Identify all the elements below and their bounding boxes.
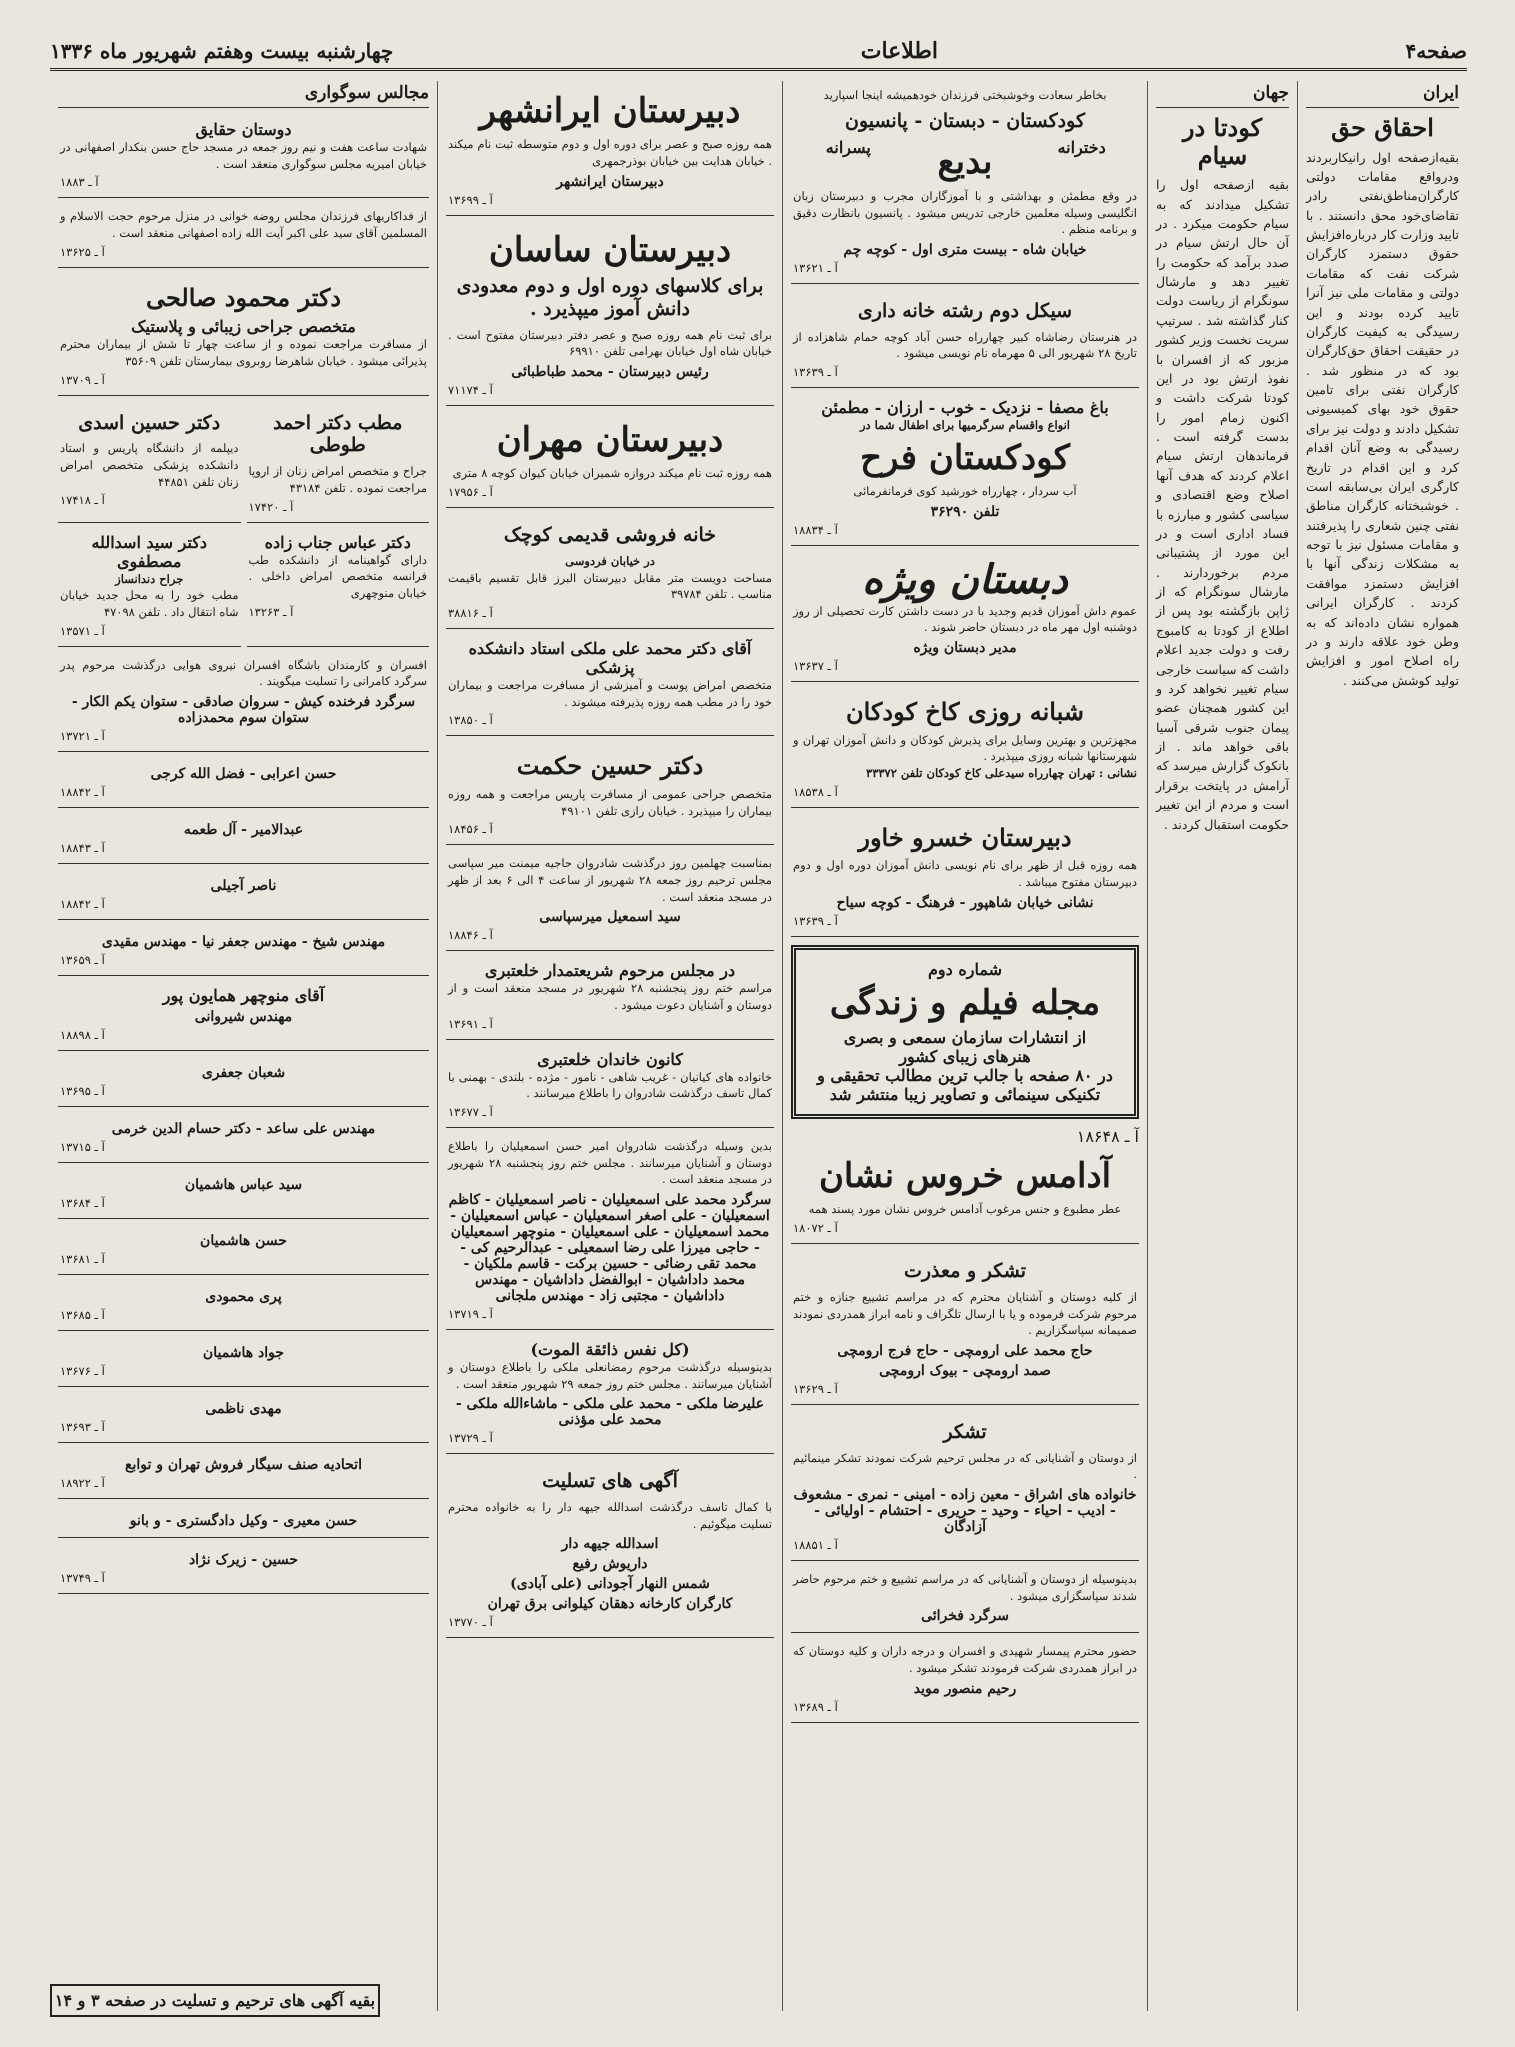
cond1-sign: سرگرد فرخنده کیش - سروان صادقی - ستوان یکم الکار - ستوان سوم محمدزاده — [71, 693, 416, 726]
world-article: بقیه ازصفحه اول را تشکیل میدادند که به سیام حکومت میکرد . در آن حال ارتش سیام در صدد برآمد که حکومت را تغییر دهد و مارشال سونگرام از ریاست دولت کنار گذاشته شد . سرتیپ سریت نخست وزیر کشور مزبور که از افسران با نفوذ ارتش بود در این کودتا شرکت داشت و اکنون زمام امور را بدست گرفته است . فرماندهان ارتش سیام اعلام کردند که هدف آنها اصلاح وضع اقتصادی و سیاسی کشور و مبارزه با فساد اداری است و در این مورد از پشتیبانی مردم برخوردارند . مارشال سونگرام که از ژاپن بازگشته بود پس از اطلاع از کودتا به کامبوج رفت و دولت جدید اعلام داشت که سیاست خارجی سیام تغییر نخواهد کرد و این کشور همچنان عضو پیمان جنوب شرقی آسیا باقی خواهد ماند . از بانکوک گزارش میرسد که آرامش در پایتخت برقرار است و مردم از این تغییر حکومت استقبال کردند . — [1156, 177, 1289, 832]
cond6-title: آقای منوچهر همایون پور — [162, 985, 325, 1005]
ad-mehran-code: آ ـ ۱۷۹۵۶ — [448, 485, 493, 500]
condolence-3 — [58, 812, 429, 864]
ad-magazine-publisher: از انتشارات سازمان سمعی و بصری — [843, 1028, 1087, 1048]
ad-dr-mostafavi — [58, 527, 241, 647]
ad-iranshahr-sign: دبیرستان ایرانشهر — [556, 173, 664, 190]
memorial4-names: سرگرد محمد علی اسمعیلیان - ناصر اسمعیلیان - کاظم اسمعیلیان - علی اصغر اسمعیلیان - عباس اسمعیلیان - محمد اسمعیلیان - علی اسمعیلیان - منوچهر اسمعیلیان - حاجی میرزا علی رضا اسمعیلی - عبدالرحیم کی - محمد تقی رضائی - حسین برکت - قاسم ملکیان - محمد داداشیان - ابوالفضل داداشیان - مهندس داداشیان - مجتبی زاد - مهندس ملجانی — [448, 1191, 772, 1304]
ad-magazine-text: در ۸۰ صفحه با جالب ترین مطالب تحقیقی و تکنیکی سینمائی و تصاویر زیبا منتشر شد — [817, 1066, 1113, 1105]
ad-malaki-text: متخصص امراض پوست و آمیزشی از مسافرت مراجعت و بیماران خود را در مطب همه روزه پذیرفته میشوند . — [448, 677, 772, 709]
ad-hekmat-text: متخصص جراحی عمومی از مسافرت پاریس مراجعت و همه روزه بیماران را میپذیرد . خیابان رازی تلفن ۴۹۱۰۱ — [448, 786, 772, 818]
cond2-sign: حسن اعرابی - فضل الله کرجی — [150, 765, 337, 782]
mourn2-text: از فداکاریهای فرزندان مجلس روضه خوانی در منزل مرحوم حجت الاسلام و المسلمین آقای سید علی اکبر آیت الله زاده اصفهانی منعقد است . — [60, 209, 427, 241]
memorial-2 — [446, 955, 774, 1039]
notices-title: آگهی های تسلیت — [542, 1470, 678, 1493]
cond10-code: آ ـ ۱۳۶۸۱ — [60, 1251, 105, 1266]
thanks2-code: آ ـ ۱۸۸۵۱ — [793, 1538, 838, 1553]
memorial5-code: آ ـ ۱۳۷۲۹ — [448, 1431, 493, 1446]
thanks4-code: آ ـ ۱۳۶۸۹ — [793, 1699, 838, 1714]
salehi-code: آ ـ ۱۳۷۰۹ — [60, 372, 105, 387]
condolence-11 — [58, 1279, 429, 1331]
ad-gum-text: عطر مطبوع و جنس مرغوب آدامس خروس نشان مورد پسند همه — [808, 1202, 1122, 1217]
mourning-1 — [58, 114, 429, 198]
cond5-code: آ ـ ۱۳۶۵۹ — [60, 952, 105, 967]
ad-malaki-title: آقای دکتر محمد علی ملکی استاد دانشکده پزشکی — [468, 638, 752, 677]
asadi-code: آ ـ ۱۷۴۱۸ — [60, 493, 105, 508]
column-middle-ads — [782, 81, 1147, 2011]
ad-household — [791, 288, 1139, 388]
page-number: صفحه۴ — [1405, 39, 1467, 63]
cond7-sign: شعبان جعفری — [201, 1064, 286, 1081]
ad-sasan-sub: برای کلاسهای دوره اول و دوم معدودی دانش آموز میپذیرد . — [456, 275, 764, 320]
thanks1-code: آ ـ ۱۳۶۲۹ — [793, 1381, 838, 1396]
cond12-sign: جواد هاشمیان — [202, 1344, 285, 1361]
ad-iranshahr-code: آ ـ ۱۳۶۹۹ — [448, 192, 493, 207]
cond1-code: آ ـ ۱۳۷۲۱ — [60, 728, 105, 743]
notices-sign2: داریوش رفیع — [572, 1556, 648, 1573]
memorial-4 — [446, 1132, 774, 1330]
ad-kakh-title: شبانه روزی کاخ کودکان — [846, 697, 1084, 727]
ad-magazine-code: آ ـ ۱۸۶۴۸ — [1076, 1127, 1139, 1147]
cond9-sign: سید عباس هاشمیان — [184, 1176, 303, 1193]
doctor-row-1 — [58, 400, 429, 527]
cond3-sign: عبدالامیر - آل طعمه — [183, 821, 304, 838]
thanks3-sign: سرگرد فخرائی — [921, 1608, 1009, 1625]
mourn1-code: آ ـ ۱۸۸۳ — [60, 175, 99, 190]
jenab-title: دکتر عباس جناب زاده — [264, 532, 411, 552]
ad-badie-title: کودکستان - دبستان - پانسیون — [844, 109, 1085, 132]
cond6-sign: مهندس شیروانی — [194, 1008, 293, 1025]
ad-house-sale — [446, 512, 774, 629]
condolence-2 — [58, 756, 429, 808]
world-headline: کودتا در سیام — [1182, 113, 1263, 170]
section-label-mourning: مجالس سوگواری — [58, 81, 429, 108]
cond14-sign: اتحادیه صنف سیگار فروش تهران و توابع — [125, 1456, 362, 1473]
notices-code: آ ـ ۱۳۷۷۰ — [448, 1615, 493, 1630]
columns — [50, 81, 1467, 2011]
asadi-text: دیپلمه از دانشگاه پاریس و استاد دانشکده پزشکی متخصص امراض زنان تلفن ۴۴۸۵۱ — [60, 441, 239, 489]
memorial-3 — [446, 1044, 774, 1128]
ad-sasan — [446, 220, 774, 406]
ad-iranshahr-text: همه روزه صبح و عصر برای دوره اول و دوم متوسطه ثبت نام میکند . خیابان هدایت بین خیابان بوذرجمهری — [448, 137, 772, 169]
ad-farah-phone: تلفن ۳۶۲۹۰ — [930, 503, 1000, 520]
ad-dr-tuti — [247, 400, 430, 523]
iran-headline: احقاق حق — [1331, 113, 1434, 142]
thanks1-text: از کلیه دوستان و آشنایان محترم که در مراسم تشییع جنازه و ختم مرحوم شرکت فرموده و یا با ارسال تلگراف و نامه ابراز همدردی نمودند صمیمانه سپاسگزاریم . — [793, 1289, 1137, 1338]
cond15-sign: حسن معیری - وکیل دادگستری - و بانو — [129, 1512, 358, 1529]
jenab-text: دارای گواهینامه از دانشکده طب فرانسه متخصص امراض داخلی . خیابان منوچهری — [248, 552, 427, 600]
cond7-code: آ ـ ۱۳۶۹۵ — [60, 1083, 105, 1098]
ad-farah-title: کودکستان فرح — [860, 437, 1070, 478]
condolence-12 — [58, 1335, 429, 1387]
mostafavi-code: آ ـ ۱۳۵۷۱ — [60, 623, 105, 638]
ad-mehran — [446, 410, 774, 508]
ad-vijeh-title: دبستان ویژه — [862, 555, 1068, 603]
notices-sign: اسدالله جیهه دار — [561, 1536, 659, 1553]
cond11-code: آ ـ ۱۳۶۸۵ — [60, 1307, 105, 1322]
jenab-code: آ ـ ۱۳۲۶۳ — [248, 604, 294, 619]
column-world — [1147, 81, 1297, 2011]
memorial3-code: آ ـ ۱۳۶۷۷ — [448, 1104, 493, 1119]
tuti-code: آ ـ ۱۷۴۲۰ — [248, 499, 294, 514]
ad-hekmat-title: دکتر حسین حکمت — [516, 751, 704, 781]
ad-kakh-code: آ ـ ۱۸۵۳۸ — [793, 784, 838, 799]
ad-gum-title: آدامس خروس نشان — [818, 1156, 1112, 1197]
ad-household-text: در هنرستان رضاشاه کبیر چهارراه حسن آباد کوچه حمام شاهزاده از تاریخ ۲۸ شهریور الی ۵ مهرماه نام نویسی میشود . — [793, 329, 1137, 361]
cond13-sign: مهدی ناظمی — [205, 1400, 282, 1417]
ad-badie-address: خیابان شاه - بیست متری اول - کوچه چم — [843, 241, 1087, 258]
mourn1-title: دوستان حقایق — [195, 120, 292, 139]
ad-dr-jenab — [247, 527, 430, 647]
cond12-code: آ ـ ۱۳۶۷۶ — [60, 1363, 105, 1378]
cond14-code: آ ـ ۱۸۹۲۲ — [60, 1475, 105, 1490]
memorial-5 — [446, 1334, 774, 1454]
cond1-text: افسران و کارمندان باشگاه افسران نیروی هوایی درگذشت مرحوم پدر سرگرد کامرانی را تسلیت میگویند . — [60, 657, 427, 689]
ad-kakh-text: مجهزترین و بهترین وسایل برای پذیرش کودکان و دانش آموزان تهران و شهرستانها شبانه روزی میپذیرد . — [793, 732, 1137, 764]
condolence-14 — [58, 1447, 429, 1499]
cond16-code: آ ـ ۱۳۷۴۹ — [60, 1570, 105, 1585]
thanks3-text: بدینوسیله از دوستان و آشنایانی که در مراسم تشییع و ختم مرحوم حاضر شدند سپاسگزاری میشود . — [793, 1572, 1137, 1603]
memorial5-title: (کل نفس ذائقة الموت) — [530, 1339, 690, 1359]
ad-badie — [791, 81, 1139, 284]
notice-thanks-1 — [791, 1248, 1139, 1405]
condolence-4 — [58, 868, 429, 920]
condolence-13 — [58, 1391, 429, 1443]
ad-magazine — [791, 945, 1139, 1119]
ad-magazine-title: مجله فیلم و زندگی — [829, 982, 1101, 1023]
ad-dr-hekmat — [446, 740, 774, 845]
cond2-code: آ ـ ۱۸۸۴۲ — [60, 784, 105, 799]
memorial3-title: کانون خاندان خلعتبری — [537, 1049, 683, 1069]
memorial-1 — [446, 849, 774, 951]
ad-hekmat-code: آ ـ ۱۸۴۵۶ — [448, 822, 493, 837]
thanks4-sign: رحیم منصور موید — [913, 1680, 1017, 1697]
notice-thanks-3 — [791, 1565, 1139, 1633]
asadi-title: دکتر حسین اسدی — [78, 411, 221, 434]
ad-khosrow — [791, 812, 1139, 937]
cond3-code: آ ـ ۱۸۸۴۳ — [60, 840, 105, 855]
ad-household-code: آ ـ ۱۳۶۳۹ — [793, 365, 838, 380]
cond8-sign: مهندس علی ساعد - دکتر حسام الدین خرمی — [111, 1120, 376, 1137]
ad-vijeh-text: عموم داش آموزان قدیم وجدید با در دست داشتن کارت تحصیلی از روز دوشنبه اول مهر ماه در دبستان حاضر شوند . — [793, 603, 1137, 635]
memorial4-code: آ ـ ۱۳۷۱۹ — [448, 1306, 493, 1321]
section-label-iran: ایران — [1306, 81, 1459, 108]
section-label-world: جهان — [1156, 81, 1289, 108]
ad-khosrow-text: همه روزه قبل از ظهر برای نام نویسی دانش آموزان دوره اول و دوم دبیرستان مفتوح میباشد . — [793, 858, 1137, 889]
thanks1-sign: حاج محمد علی ارومچی - حاج فرج ارومچی — [837, 1342, 1093, 1359]
thanks2-text: از دوستان و آشنایانی که در مجلس ترحیم شرکت نمودند تشکر مینمائیم . — [793, 1450, 1137, 1482]
ad-iranshahr-title: دبیرستان ایرانشهر — [479, 91, 741, 131]
ad-farah — [791, 392, 1139, 546]
thanks1-title: تشکر و معذرت — [904, 1260, 1026, 1283]
column-mourning — [50, 81, 437, 2011]
ad-magazine-issue: شماره دوم — [928, 959, 1002, 979]
ad-dr-salehi — [58, 272, 429, 396]
ad-house-code: آ ـ ۳۸۸۱۶ — [448, 605, 493, 620]
paper-name: اطلاعات — [860, 38, 939, 64]
ad-gum-code: آ ـ ۱۸۰۷۲ — [793, 1221, 838, 1236]
cond11-sign: پری محمودی — [205, 1288, 282, 1305]
mostafavi-text: مطب خود را به محل جدید خیابان شاه انتقال داد . تلفن ۴۷۰۹۸ — [60, 588, 239, 619]
salehi-text: از مسافرت مراجعت نموده و از ساعت چهار تا شش از بیماران محترم پذیرائی میشود . خیابان شاهرضا روبروی بیمارستان تلفن ۳۵۶۰۹ — [60, 337, 427, 368]
iran-article: بقیه‌ازصفحه اول رانیکاربردند ودرواقع مقامات دولتی کارگران‌مناطق‌نفتی رادر تقاضای‌خود محق دانستند . با تایید وزارت کار درباره‌افزایش حقوق دستمزد کارگران شرکت نفت که مقامات دولتی و مقامات ملی نیز آنرا تایید کرده بودند و این رسیدگی به کیفیت کارگران در حقیقت احقاق حق‌کارگران بود که در منظور شد . کارگران نفتی برای تامین حقوق خود بهای کمیسیونی تشکیل دادند و دولت نیز برای رسیدگی به وضع آنان اقدام کرد و این اقدام در تاریخ کارگری ایران بی‌سابقه است . خوشبختانه کارگران مناطق نفتی چنین شعاری را پذیرفتند و مقامات مسئول نیز با توجه به مشکلات زندگی آنها با افزایش دستمزد موافقت کردند . کارگران ایرانی همواره نشان داده‌اند که به وطن خود علاقه دارند و در راه اصلاح امور و افزایش تولید کوشش می‌کنند . — [1306, 149, 1459, 688]
notices-sign3: شمس النهار آجودانی (علی آبادی) — [510, 1576, 710, 1593]
ad-house-text: مساحت دویست متر مقابل دبیرستان البرز قابل تقسیم باقیمت مناسب . تلفن ۳۹۷۸۴ — [448, 570, 772, 602]
condolence-15 — [58, 1503, 429, 1538]
ad-kakh — [791, 686, 1139, 808]
salehi-title: دکتر محمود صالحی — [145, 282, 342, 312]
mourn1-text: شهادت ساعت هفت و نیم روز جمعه در مسجد حاج حسن بنکدار اصفهانی در خیابان امیریه مجلس سوگواری منعقد است . — [60, 140, 427, 171]
condolence-9 — [58, 1167, 429, 1219]
ad-malaki-code: آ ـ ۱۳۸۵۰ — [448, 713, 493, 728]
cond5-sign: مهندس شیخ - مهندس جعفر نیا - مهندس مقیدی — [101, 933, 386, 950]
ad-dr-asadi — [58, 400, 241, 523]
doctor-row-2 — [58, 527, 429, 651]
ad-household-title: سیکل دوم رشته خانه داری — [857, 299, 1073, 322]
tuti-text: جراح و متخصص امراض زنان از اروپا مراجعت نموده . تلفن ۴۳۱۸۴ — [248, 464, 427, 495]
ad-farah-intro: باغ مصفا - نزدیک - خوب - ارزان - مطمئن — [821, 398, 1109, 418]
ad-khosrow-code: آ ـ ۱۳۶۳۹ — [793, 913, 838, 928]
ad-gum — [791, 1146, 1139, 1244]
memorial1-sign: سید اسمعیل میرسپاسی — [539, 909, 681, 926]
ad-badie-row — [793, 138, 1137, 187]
memorial1-text: بمناسبت چهلمین روز درگذشت شادروان حاجیه میمنت میر سپاسی مجلس ترحیم روز جمعه ۲۸ شهریور از ساعت ۴ الی ۶ بعد از ظهر در مسجد منعقد است . — [448, 856, 772, 904]
ad-badie-name: بدیع — [937, 142, 993, 183]
memorial5-names: علیرضا ملکی - محمد علی ملکی - ماشاءالله ملکی - محمد علی مؤذنی — [455, 1396, 765, 1429]
cond6-code: آ ـ ۱۸۸۹۸ — [60, 1027, 105, 1042]
memorial3-text: خانواده های کیانیان - غریب شاهی - نامور - مژده - بلندی - بهمنی با کمال تاسف درگذشت شادروان را باطلاع میرسانند . — [448, 1069, 772, 1101]
notice-thanks-2 — [791, 1409, 1139, 1561]
ad-farah-code: آ ـ ۱۸۸۳۴ — [793, 522, 838, 537]
mostafavi-title: دکتر سید اسدالله مصطفوی — [91, 532, 208, 571]
notices-text: با کمال تاسف درگذشت اسدالله جیهه دار را به خانواده محترم تسلیت میگوئیم . — [448, 1500, 772, 1531]
ad-vijeh-code: آ ـ ۱۳۶۳۷ — [793, 659, 838, 674]
ad-house-sub: در خیابان فردوسی — [565, 553, 655, 568]
ad-badie-code: آ ـ ۱۳۶۲۱ — [793, 260, 838, 275]
cond13-code: آ ـ ۱۳۶۹۳ — [60, 1419, 105, 1434]
ad-vijeh — [791, 550, 1139, 682]
memorial5-text: بدینوسیله درگذشت مرحوم رمضانعلی ملکی را باطلاع دوستان و آشنایان میرسانند . مجلس ختم روز جمعه ۲۹ شهریور منعقد است . — [448, 1359, 772, 1391]
memorial2-title: در مجلس مرحوم شریعتمدار خلعتبری — [484, 961, 736, 981]
ad-dr-malaki — [446, 633, 774, 736]
ad-mehran-title: دبیرستان مهران — [496, 420, 724, 461]
condolence-10 — [58, 1223, 429, 1275]
notice-thanks-4 — [791, 1637, 1139, 1722]
ad-badie-top: بخاطر سعادت وخوشبختی فرزندان خودهمیشه اینجا اسپارید — [823, 88, 1107, 102]
thanks1-sign2: صمد ارومچی - بیوک ارومچی — [879, 1362, 1051, 1379]
cond4-code: آ ـ ۱۸۸۴۲ — [60, 896, 105, 911]
memorial2-code: آ ـ ۱۳۶۹۱ — [448, 1016, 493, 1031]
thanks2-title: تشکر — [943, 1420, 987, 1443]
notices-sign4: کارگران کارخانه دهقان کیلوانی برق تهران — [487, 1596, 733, 1613]
memorial4-text: بدین وسیله درگذشت شادروان امیر حسن اسمعیلیان را باطلاع دوستان و آشنایان میرسانند . مجلس ختم روز پنجشنبه ۲۸ شهریور در مسجد منعقد است . — [448, 1138, 772, 1187]
condolence-6 — [58, 980, 429, 1051]
ad-badie-left: پسرانه — [825, 138, 871, 158]
ad-iranshahr — [446, 81, 774, 216]
column-iran — [1297, 81, 1467, 2011]
thanks2-families: خانواده های اشراق - معین زاده - امینی - نمری - مشعوف - ادیب - احیاء - وحید - حریری - احتشام - اولیائی - آزادگان — [793, 1487, 1137, 1536]
ad-house-title: خانه فروشی قدیمی کوچک — [503, 524, 717, 547]
memorial1-code: آ ـ ۱۸۸۴۶ — [448, 928, 493, 943]
condolence-1 — [58, 651, 429, 752]
condolence-8 — [58, 1111, 429, 1163]
cond4-sign: ناصر آجیلی — [210, 877, 277, 894]
ad-mehran-text: همه روزه ثبت نام میکند دروازه شمیران خیابان کیوان کوچه ۸ متری — [452, 466, 772, 481]
ad-farah-intro2: انواع واقسام سرگرمیها برای اطفال شما در — [859, 418, 1070, 433]
mourning-2 — [58, 202, 429, 267]
column-schools — [437, 81, 782, 2011]
salehi-sub: متخصص جراحی زیبائی و پلاستیک — [131, 317, 356, 337]
masthead — [50, 34, 1467, 71]
cond10-sign: حسن هاشمیان — [200, 1232, 287, 1249]
ad-khosrow-title: دبیرستان خسرو خاور — [858, 822, 1072, 852]
ad-kakh-address: نشانی : تهران چهارراه سیدعلی کاخ کودکان تلفن ۳۳۳۷۲ — [866, 766, 1137, 781]
condolence-notices — [446, 1458, 774, 1638]
ad-farah-address: آب سردار ، چهارراه خورشید کوی فرمانفرمائی — [853, 484, 1077, 499]
ad-vijeh-sign: مدیر دبستان ویژه — [913, 640, 1017, 657]
continued-notice: بقیه آگهی های ترحیم و تسلیت در صفحه ۳ و ۱۴ — [50, 1984, 380, 2017]
mourn2-code: آ ـ ۱۳۶۲۵ — [60, 244, 105, 259]
cond8-code: آ ـ ۱۳۷۱۵ — [60, 1139, 105, 1154]
ad-sasan-sign: رئیس دبیرستان - محمد طباطبائی — [511, 364, 709, 381]
condolence-7 — [58, 1055, 429, 1107]
condolence-16 — [58, 1542, 429, 1594]
cond9-code: آ ـ ۱۳۶۸۴ — [60, 1195, 105, 1210]
ad-sasan-text: برای ثبت نام همه روزه صبح و عصر دفتر دبیرستان مفتوح است . خیابان شاه اول خیابان بهرامی تلفن ۶۹۹۱۰ — [448, 327, 772, 359]
ad-badie-right: دخترانه — [1057, 138, 1106, 158]
issue-date: چهارشنبه بیست وهفتم شهریور ماه ۱۳۳۶ — [50, 39, 394, 63]
ad-khosrow-address: نشانی خیابان شاهپور - فرهنگ - کوچه سیاح — [836, 894, 1094, 911]
mostafavi-sub: جراح دندانساز — [115, 571, 184, 586]
cond16-sign: حسین - زیرک نژاد — [188, 1551, 299, 1568]
ad-badie-text: در وقع مطمئن و بهداشتی و با آموزگاران مجرب و دبیرستان زبان انگلیسی وسیله معلمین خارجی تدریس میشود . پانسیون بانظارت دقیق و برنامه منظم . — [793, 188, 1137, 237]
ad-sasan-title: دبیرستان ساسان — [488, 229, 732, 270]
tuti-title: مطب دکتر احمد طوطی — [273, 411, 403, 457]
memorial2-text: مراسم ختم روز پنجشنبه ۲۸ شهریور در مسجد منعقد است و از دوستان و آشنایان دعوت میشود . — [448, 981, 773, 1012]
ad-sasan-code: آ ـ ۷۱۱۷۴ — [448, 383, 493, 398]
thanks4-text: حضور محترم پیمسار شهیدی و افسران و درجه داران و کلیه دوستان که در ابراز همدردی شرکت فرمودند تشکر میشود . — [793, 1644, 1137, 1676]
ad-magazine-sub: هنرهای زیبای کشور — [899, 1047, 1031, 1067]
condolence-5 — [58, 924, 429, 976]
